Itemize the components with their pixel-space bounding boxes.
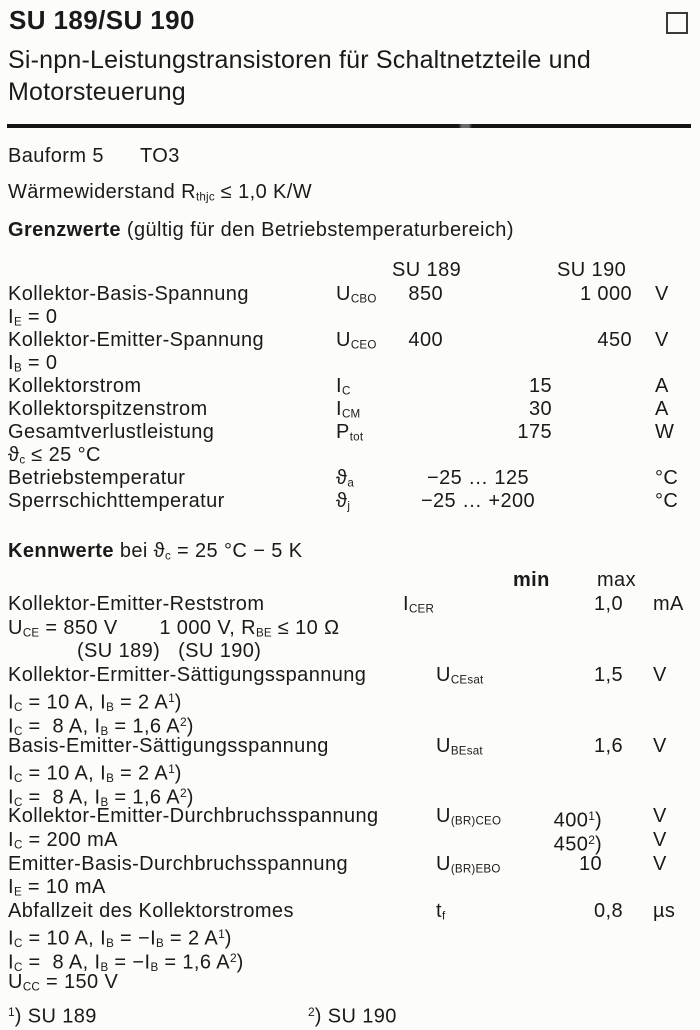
condition-row — [8, 352, 696, 375]
footnote-2: $^2$) SU 190 — [308, 1005, 397, 1028]
unit-label: V — [653, 828, 667, 851]
condition-text: $I_B = 0$ — [8, 352, 58, 375]
condition-text: $I_C = 8$ A, $I_B = 1,6$ $A^2$) — [8, 714, 194, 739]
value-min: 10 — [578, 852, 602, 875]
condition-row — [8, 971, 696, 995]
unit-label: V — [653, 734, 667, 757]
condition-row — [8, 306, 696, 329]
value-common: 30 — [528, 398, 552, 420]
condition-row — [8, 617, 696, 641]
section-heading-note: bei $ϑ_c = 25$ °C − 5 K — [113, 540, 303, 563]
limits-column-headers — [8, 257, 696, 283]
condition-text: $I_C = 8$ A, $I_B = 1,6$ $A^2$) — [8, 785, 194, 809]
horizontal-rule — [7, 124, 691, 128]
subtitle-line-2: Motorsteuerung — [8, 78, 186, 106]
condition-row — [8, 782, 696, 809]
value-su190: 1 000 — [579, 283, 632, 305]
param-label: Basis-Emitter-Sättigungsspannung — [8, 734, 329, 757]
condition-text: $I_C = 200$ mA — [8, 828, 118, 852]
param-label: Emitter-Basis-Durchbruchsspannung — [8, 852, 349, 875]
column-header-su190: SU 190 — [557, 259, 627, 281]
condition-row — [8, 687, 696, 715]
value-min: $450^2$) — [553, 832, 602, 856]
table-row — [8, 853, 696, 877]
package-label: Bauform 5 — [8, 145, 104, 167]
condition-text: $I_C = 10$ A, $I_B = -I_B = 2$ $A^1$) — [8, 927, 232, 951]
characteristics-column-headers — [8, 568, 696, 593]
condition-text: $I_C = 8$ A, $I_B = -I_B = 1,6$ $A^2$) — [8, 950, 244, 975]
unit-label: V — [655, 283, 669, 305]
condition-row — [8, 923, 696, 951]
footnote-1: $^1$) SU 189 — [8, 1005, 97, 1028]
table-row — [8, 735, 696, 759]
condition-text: $U_{CE} = 850$ V 1 000 V, $R_{BE} \le 10$ Ω — [8, 616, 340, 640]
column-header-max: max — [597, 569, 636, 591]
param-symbol: $I_C$ — [336, 375, 351, 398]
column-header-min: min — [513, 569, 550, 591]
value-common: 175 — [517, 421, 552, 443]
condition-text: $I_C = 10$ A, $I_B = 2$ $A^1$) — [8, 691, 182, 715]
condition-row — [8, 640, 696, 664]
table-row — [8, 664, 696, 688]
param-symbol: $U_{CEsat}$ — [436, 663, 484, 687]
condition-row — [8, 876, 696, 900]
package-line — [8, 145, 180, 168]
param-label: Kollektorspitzenstrom — [8, 398, 208, 420]
value-range: −25 … +200 — [420, 490, 536, 512]
param-label: Kollektor-Ermitter-Sättigungsspannung — [8, 663, 367, 686]
value-min: $400^1$) — [553, 809, 602, 832]
param-label: Betriebstemperatur — [8, 467, 186, 489]
value-common: 15 — [528, 375, 552, 397]
condition-row — [8, 444, 696, 467]
unit-label: °C — [655, 467, 679, 489]
table-row — [8, 805, 696, 832]
unit-label: mA — [653, 593, 684, 615]
param-label: Kollektor-Emitter-Durchbruchsspannung — [8, 805, 379, 828]
unit-label: W — [655, 421, 675, 443]
param-label: Kollektorstrom — [8, 375, 142, 397]
limits-table — [8, 257, 696, 513]
param-symbol: $ϑ_j$ — [336, 490, 351, 513]
unit-label: A — [655, 375, 669, 397]
param-label: Sperrschichttemperatur — [8, 490, 225, 512]
value-su189: 850 — [408, 283, 443, 305]
page-subtitle — [8, 44, 591, 108]
column-header-su189: SU 189 — [392, 259, 462, 281]
param-symbol: $I_{CM}$ — [336, 398, 361, 421]
footnotes — [0, 999, 700, 1028]
value-max: 1,5 — [593, 663, 623, 686]
unit-label: V — [653, 852, 667, 875]
param-symbol: $U_{BEsat}$ — [436, 734, 483, 758]
param-symbol: $U_{CBO}$ — [336, 283, 377, 306]
condition-row — [8, 711, 696, 739]
corner-square-icon — [666, 12, 688, 34]
param-label: Kollektor-Emitter-Spannung — [8, 329, 265, 351]
thermal-resistance-line — [8, 181, 312, 204]
table-row — [8, 329, 696, 352]
param-symbol: $t_f$ — [436, 899, 446, 923]
param-label: Abfallzeit des Kollektorstromes — [8, 899, 294, 922]
value-su190: 450 — [597, 329, 632, 351]
value-su189: 400 — [408, 329, 443, 351]
table-row — [8, 490, 696, 513]
param-label: Kollektor-Basis-Spannung — [8, 283, 249, 305]
condition-row — [8, 947, 696, 975]
table-row — [8, 398, 696, 421]
param-symbol: $U_{(BR)CEO}$ — [436, 805, 502, 828]
table-row — [8, 900, 696, 924]
unit-label: V — [655, 329, 669, 351]
value-max: 1,0 — [593, 593, 623, 615]
param-symbol: $U_{CEO}$ — [336, 329, 377, 352]
section-heading: Kennwerte — [8, 540, 114, 562]
condition-row — [8, 758, 696, 786]
section-heading-note: (gültig für den Betriebstemperaturbereich) — [120, 219, 514, 241]
section-heading: Grenzwerte — [8, 219, 121, 241]
condition-text: $I_E = 10$ mA — [8, 876, 106, 899]
value-max: 1,6 — [593, 734, 623, 757]
unit-label: A — [655, 398, 669, 420]
table-row — [8, 467, 696, 490]
unit-label: µs — [653, 899, 676, 922]
condition-text: $I_C = 10$ A, $I_B = 2$ $A^1$) — [8, 762, 182, 786]
value-range: −25 … 125 — [426, 467, 529, 489]
param-symbol: $U_{(BR)EBO}$ — [436, 852, 501, 876]
characteristics-section-heading — [8, 538, 696, 568]
unit-label: °C — [655, 490, 679, 512]
param-symbol: $ϑ_a$ — [336, 467, 354, 490]
condition-text: (SU 189) (SU 190) — [77, 640, 262, 663]
table-row — [8, 283, 696, 306]
table-row — [8, 375, 696, 398]
table-row — [8, 828, 696, 856]
param-symbol: $I_{CER}$ — [403, 593, 435, 616]
package-case: TO3 — [140, 145, 180, 167]
condition-text: $I_E = 0$ — [8, 306, 58, 329]
value-max: 0,8 — [593, 899, 623, 922]
condition-text: $ϑ_c \le 25$ °C — [8, 444, 101, 467]
table-row — [8, 421, 696, 444]
thermal-resistance-text: Wärmewiderstand $R_{thjc} \le 1,0$ K/W — [8, 181, 313, 204]
unit-label: V — [653, 663, 667, 686]
characteristics-table — [8, 538, 696, 994]
limits-section-heading — [8, 219, 514, 242]
page-title: SU 189/SU 190 — [9, 5, 195, 35]
param-label: Kollektor-Emitter-Reststrom — [8, 593, 265, 615]
param-label: Gesamtverlustleistung — [8, 421, 215, 443]
param-symbol: $P_{tot}$ — [336, 421, 364, 444]
subtitle-line-1: Si-npn-Leistungstransistoren für Schaltnetzteile und — [8, 46, 591, 74]
unit-label: V — [653, 805, 667, 828]
condition-text: $U_{CC} = 150$ V — [8, 970, 119, 994]
table-row — [8, 593, 696, 617]
